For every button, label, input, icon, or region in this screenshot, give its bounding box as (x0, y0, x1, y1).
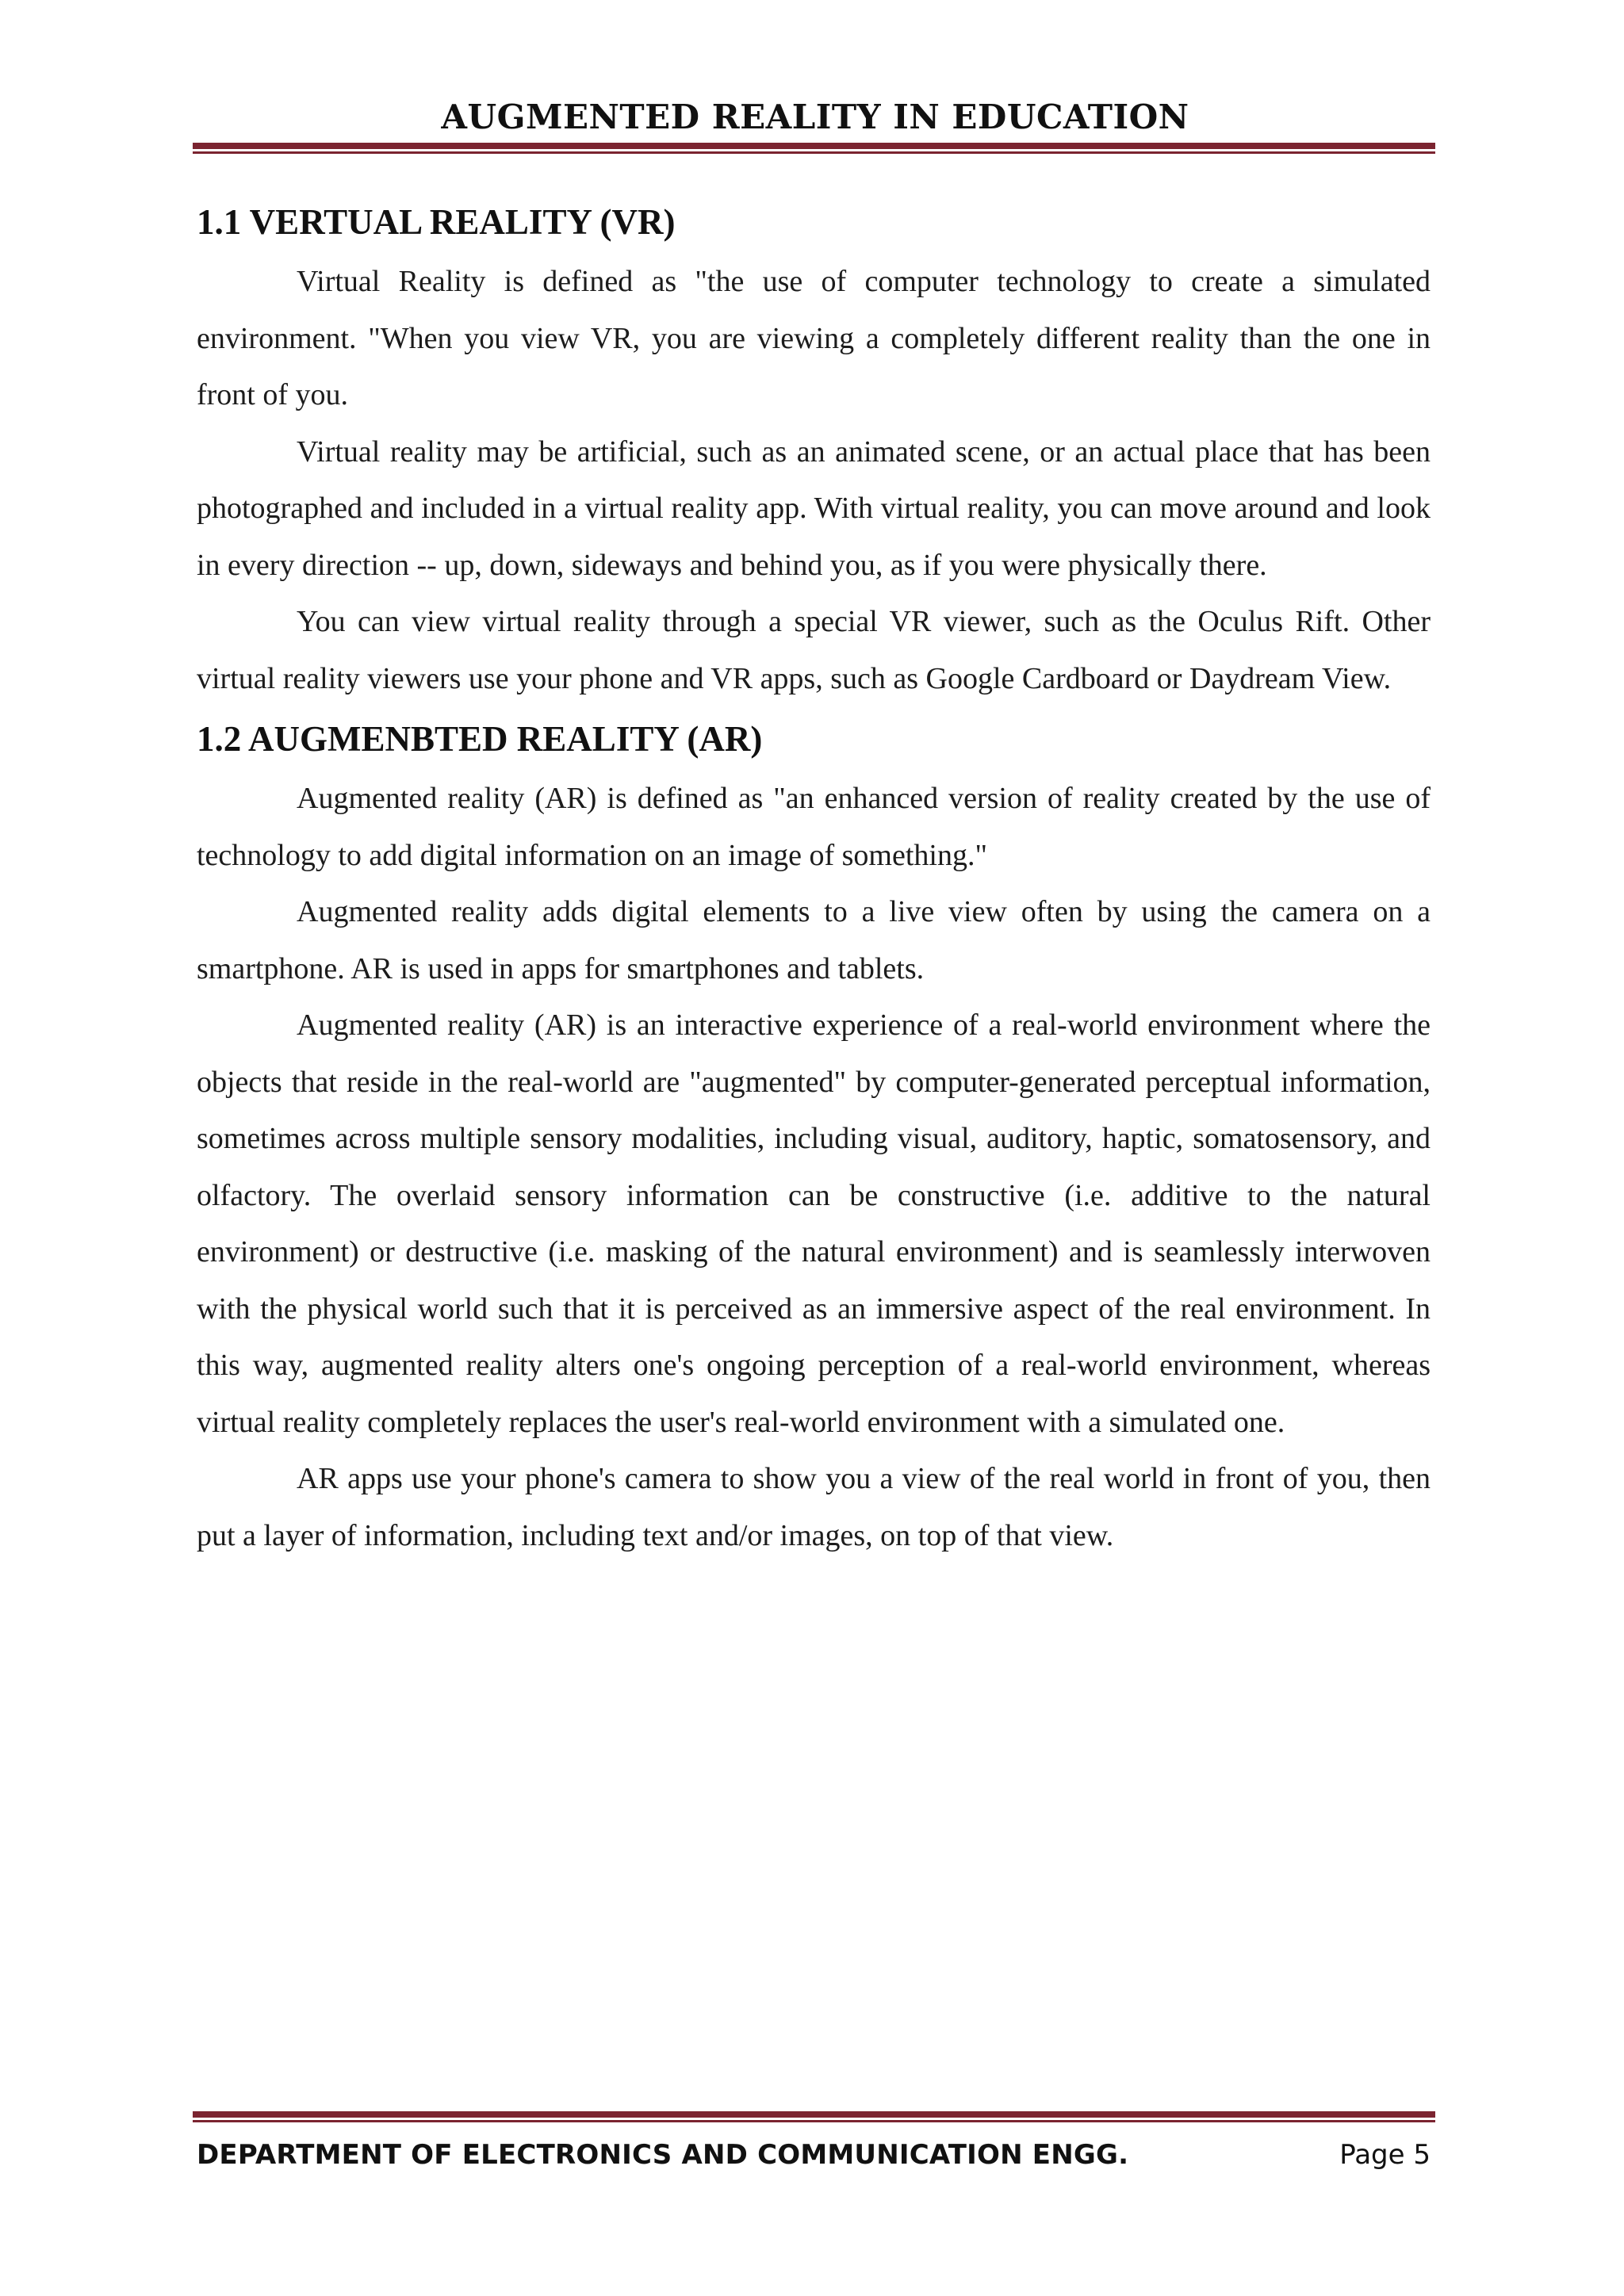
page-body (197, 190, 1431, 1564)
header-rule-thin (193, 151, 1435, 154)
section-heading-ar: 1.2 AUGMENBTED REALITY (AR) (197, 719, 763, 759)
section-heading-vr: 1.1 VERTUAL REALITY (VR) (197, 202, 676, 242)
footer-rule-thick (193, 2111, 1435, 2118)
footer-rule (193, 2111, 1435, 2122)
paragraph-ar-definition: Augmented reality (AR) is defined as "an enhanced version of reality created by the use of technology to add digital information on an image of something." (197, 782, 1431, 872)
paragraph-ar-interactive-experience: Augmented reality (AR) is an interactive experience of a real-world environment where the objects that reside in the real-world are "augmented" by computer-generated perceptual information, sometimes across multiple sensory modalities, including visual, auditory, haptic, somatosensory, and olfactory. The overlaid sensory information can be constructive (i.e. additive to the natural environment) or destructive (i.e. masking of the natural environment) and is seamlessly interwoven with the physical world such that it is perceived as an immersive aspect of the real environment. In this way, augmented reality alters one's ongoing perception of a real-world environment, whereas virtual reality completely replaces the user's real-world environment with a simulated one. (197, 1008, 1431, 1439)
footer-department: DEPARTMENT OF ELECTRONICS AND COMMUNICATION ENGG. (197, 2139, 1129, 2171)
paragraph-vr-viewers: You can view virtual reality through a special VR viewer, such as the Oculus Rift. Other virtual reality viewers use your phone and VR apps, such as Google Cardboard or Daydream View. (197, 605, 1431, 695)
footer-rule-thin (193, 2120, 1435, 2122)
paragraph-vr-definition: Virtual Reality is defined as "the use of computer technology to create a simulated environment. "When you view VR, you are viewing a completely different reality than the one in front of you. (197, 265, 1431, 411)
running-header: AUGMENTED REALITY IN EDUCATION (441, 98, 1189, 136)
page-number: Page 5 (1339, 2139, 1431, 2171)
page-footer (197, 2133, 1431, 2177)
paragraph-vr-artificial: Virtual reality may be artificial, such as an animated scene, or an actual place that has been photographed and included in a virtual reality app. With virtual reality, you can move around and look in every direction -- up, down, sideways and behind you, as if you were physically there. (197, 434, 1431, 582)
header-rule (193, 143, 1435, 154)
header-rule-thick (193, 143, 1435, 149)
paragraph-ar-apps: AR apps use your phone's camera to show you a view of the real world in front of you, then put a layer of information, including text and/or images, on top of that view. (197, 1462, 1431, 1552)
paragraph-ar-digital-elements: Augmented reality adds digital elements to a live view often by using the camera on a smartphone. AR is used in apps for smartphones and tablets. (197, 895, 1431, 985)
